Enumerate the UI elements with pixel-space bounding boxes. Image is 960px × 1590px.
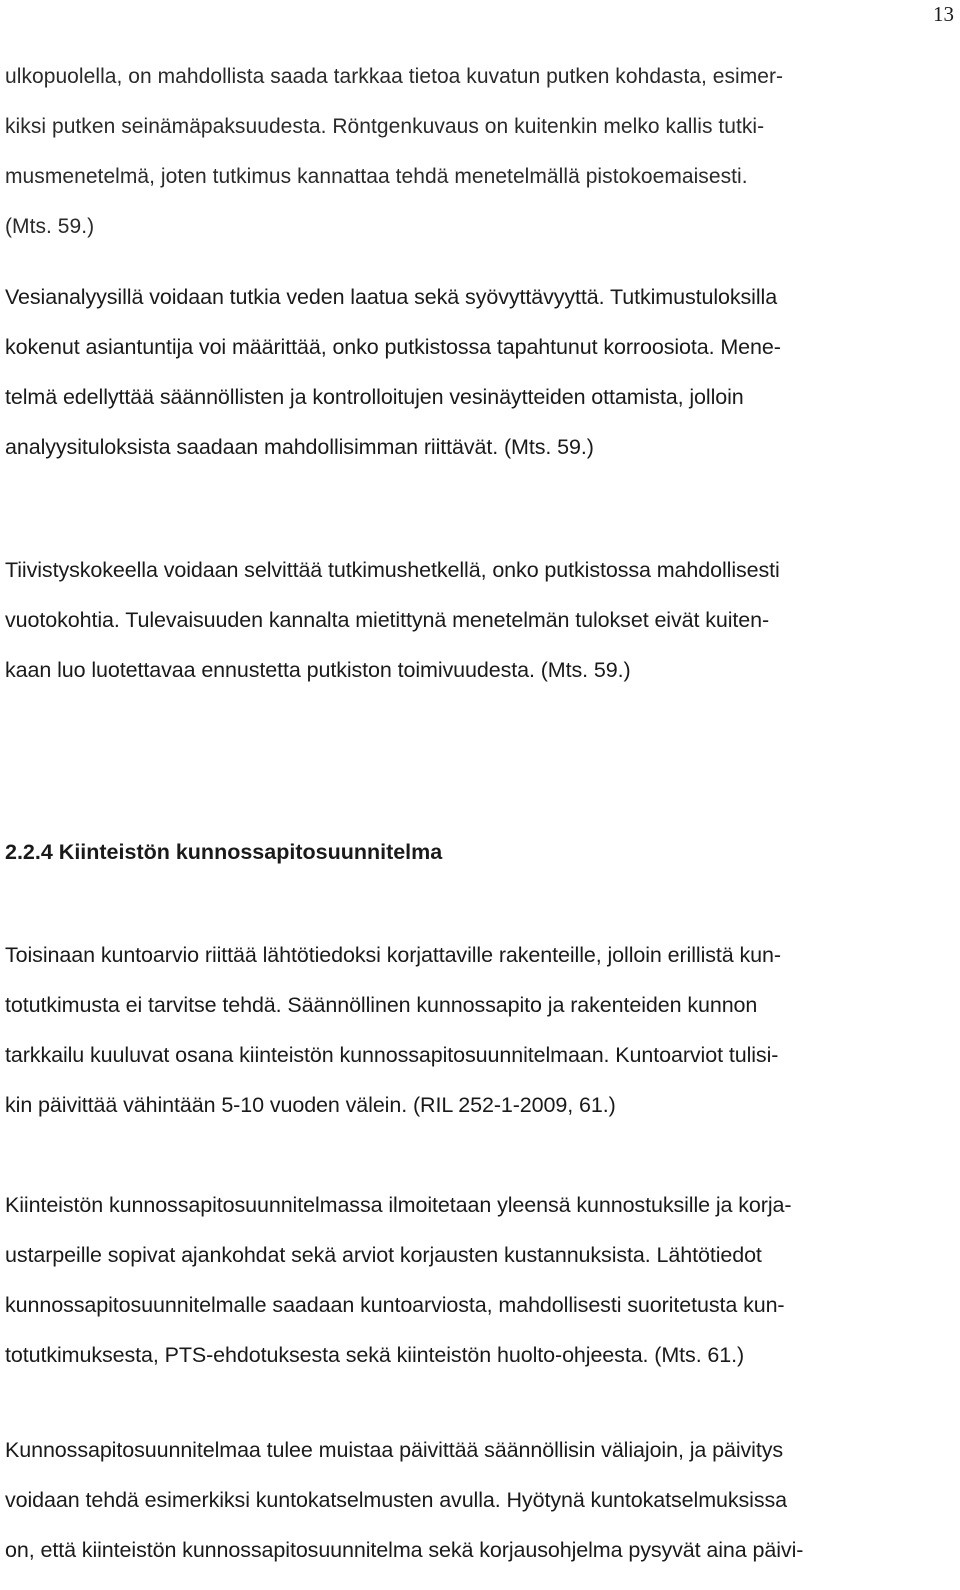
text-line: ulkopuolella, on mahdollista saada tarkkaa tietoa kuvatun putken kohdasta, esimer- xyxy=(5,65,784,88)
paragraph-maintenance-plan xyxy=(5,1180,950,1380)
text-line: totutkimuksesta, PTS-ehdotuksesta sekä kiinteistön huolto-ohjeesta. (Mts. 61.) xyxy=(5,1343,745,1367)
text-line: totutkimusta ei tarvitse tehdä. Säännöllinen kunnossapito ja rakenteiden kunnon xyxy=(5,993,758,1017)
text-line: musmenetelmä, joten tutkimus kannattaa tehdä menetelmällä pistokoemaisesti. xyxy=(5,165,748,188)
text-line: kiksi putken seinämäpaksuudesta. Röntgenkuvaus on kuitenkin melko kallis tutki- xyxy=(5,115,765,138)
paragraph-xray-inspection xyxy=(5,52,950,252)
text-line: vuotokohtia. Tulevaisuuden kannalta mietittynä menetelmän tulokset eivät kuiten- xyxy=(5,608,770,632)
text-line: on, että kiinteistön kunnossapitosuunnitelma sekä korjausohjelma pysyvät aina päivi- xyxy=(5,1538,804,1562)
text-line: telmä edellyttää säännöllisten ja kontrolloitujen vesinäytteiden ottamista, jolloin xyxy=(5,385,744,409)
page-number: 13 xyxy=(933,2,954,26)
paragraph-water-analysis xyxy=(5,272,950,472)
text-line: voidaan tehdä esimerkiksi kuntokatselmusten avulla. Hyötynä kuntokatselmuksissa xyxy=(5,1488,788,1512)
text-line: (Mts. 59.) xyxy=(5,215,95,238)
paragraph-condition-assessment xyxy=(5,930,950,1130)
text-line: Tiivistyskokeella voidaan selvittää tutkimushetkellä, onko putkistossa mahdollisesti xyxy=(5,558,780,582)
text-line: Vesianalyysillä voidaan tutkia veden laatua sekä syövyttävyyttä. Tutkimustuloksilla xyxy=(5,285,778,309)
text-line: ustarpeille sopivat ajankohdat sekä arviot korjausten kustannuksista. Lähtötiedot xyxy=(5,1243,762,1267)
text-line: kin päivittää vähintään 5-10 vuoden välein. (RIL 252-1-2009, 61.) xyxy=(5,1093,616,1117)
paragraph-plan-updating xyxy=(5,1425,950,1575)
text-line: kokenut asiantuntija voi määrittää, onko putkistossa tapahtunut korroosiota. Mene- xyxy=(5,335,781,359)
text-line: analyysituloksista saadaan mahdollisimman riittävät. (Mts. 59.) xyxy=(5,435,594,459)
section-heading: 2.2.4 Kiinteistön kunnossapitosuunnitelma xyxy=(5,840,443,864)
text-line: kunnossapitosuunnitelmalle saadaan kuntoarviosta, mahdollisesti suoritetusta kun- xyxy=(5,1293,785,1317)
text-line: Kunnossapitosuunnitelmaa tulee muistaa päivittää säännöllisin väliajoin, ja päivitys xyxy=(5,1438,784,1462)
text-line: Kiinteistön kunnossapitosuunnitelmassa ilmoitetaan yleensä kunnostuksille ja korja- xyxy=(5,1193,792,1217)
paragraph-leak-test xyxy=(5,545,950,695)
text-line: tarkkailu kuuluvat osana kiinteistön kunnossapitosuunnitelmaan. Kuntoarviot tulisi- xyxy=(5,1043,779,1067)
text-line: Toisinaan kuntoarvio riittää lähtötiedoksi korjattaville rakenteille, jolloin erillistä kun- xyxy=(5,943,781,967)
text-line: kaan luo luotettavaa ennustetta putkiston toimivuudesta. (Mts. 59.) xyxy=(5,658,631,682)
